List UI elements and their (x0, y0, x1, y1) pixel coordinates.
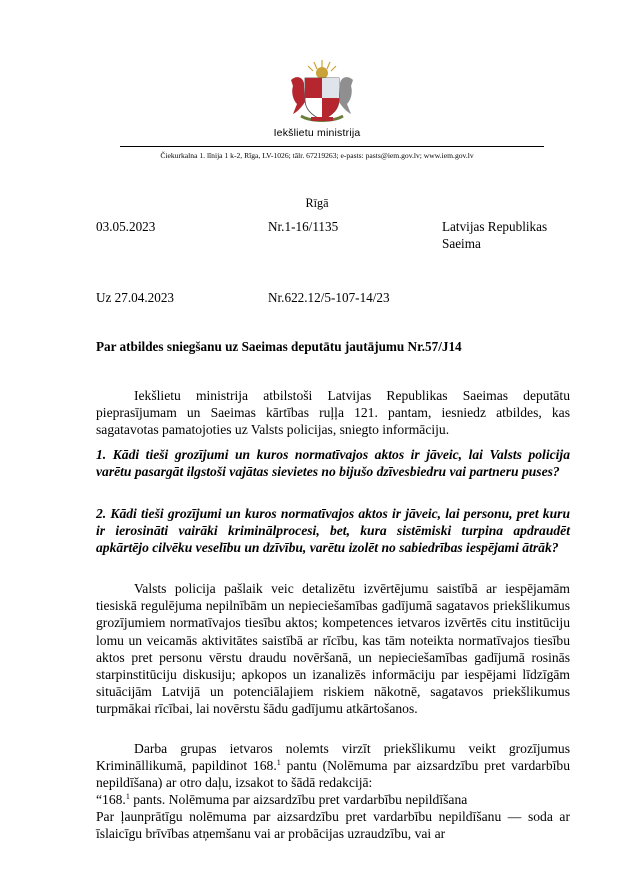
intro-paragraph: Iekšlietu ministrija atbilstoši Latvijas Republikas Saeimas deputātu pieprasījumam un Saeimas kārtības ruļļa 121. pantam, iesniedz atbildes, kas sagatavotas pamatojoties uz Valsts policijas, sniegto informāciju. (96, 388, 570, 438)
recipient-line-1: Latvijas Republikas (442, 219, 548, 234)
quote-title-b: pants. Nolēmuma par aizsardzību pret vardarbību nepildīšana (129, 792, 468, 807)
question-1: 1. Kādi tieši grozījumi un kuros normatīvajos aktos ir jāveic, lai Valsts policija varētu pasargāt ilgstoši vajātas sievietes no bijušo dzīvesbiedru vai partneru puses? (96, 447, 570, 480)
registration-number: Nr.1-16/1135 (268, 219, 339, 234)
quoted-article-body: Par ļaunprātīgu nolēmuma par aizsardzību pret vardarbību nepildīšanu — soda ar īslaicīgu brīvības atņemšanu vai ar probācijas uzraudzību, vai ar (96, 809, 570, 842)
reference-date: Uz 27.04.2023 (96, 290, 175, 305)
answer-paragraph-2 (96, 740, 570, 792)
coat-of-arms-icon (287, 58, 357, 124)
subject-line: Par atbildes sniegšanu uz Saeimas deputātu jautājumu Nr.57/J14 (96, 339, 462, 354)
answer-2-text-b: pantu (Nolēmuma par aizsardzību pret vardarbību nepildīšana) ar otro daļu, izsakot to šādā redakcijā: (96, 758, 570, 791)
quoted-article-title (96, 791, 570, 808)
ministry-name: Iekšlietu ministrija (273, 127, 361, 139)
place-name: Rīgā (305, 196, 329, 210)
question-2: 2. Kādi tieši grozījumi un kuros normatīvajos aktos ir jāveic, lai personu, pret kuru ir ierosināti vairāki kriminālprocesi, bet, kura sistēmiski turpina apdraudēt apkārtējo cilvēku veselību un dzīvību, varētu izolēt no sabiedrības iespējami ātrāk? (96, 506, 570, 556)
answer-2-superscript: 1 (276, 758, 281, 768)
answer-2-text-a: Darba grupas ietvaros nolemts virzīt priekšlikumu veikt grozījumus Krimināllikumā, papildinot 168. (96, 741, 570, 774)
address-line: Čiekurkalna 1. līnija 1 k-2, Rīga, LV-1026; tālr. 67219263; e-pasts: pasts@iem.gov.lv; www.iem.gov.lv (160, 151, 474, 160)
quote-title-superscript: 1 (125, 792, 130, 801)
recipient-line-2: Saeima (442, 236, 481, 251)
header-divider (120, 146, 544, 147)
quote-title-a: “168. (96, 792, 126, 807)
document-date: 03.05.2023 (96, 219, 156, 234)
answer-paragraph-1: Valsts policija pašlaik veic detalizētu izvērtējumu saistībā ar iespējamām tiesiskā regulējuma nepilnībām un nepieciešamības gadījumā sagatavos priekšlikumus grozījumiem normatīvajos tiesību aktos; kompetences ietvaros izvērtēs citu institūciju lomu un veicamās aktivitātes saistībā ar rīcību, kas tām noteikta normatīvajos tiesību aktos pret personu vērstu draudu novēršanā, un nepieciešamības gadījumā rosinās starpinstitūciju diskusiju; apkopos un izanalizēs informāciju par iespējami līdzīgām situācijām Latvijā un potenciālajiem riskiem nākotnē, sagatavos priekšlikumus turpmākai rīcībai, lai novērstu šādu gadījumu atkārtošanos. (96, 581, 570, 717)
reference-number: Nr.622.12/5-107-14/23 (268, 290, 390, 305)
